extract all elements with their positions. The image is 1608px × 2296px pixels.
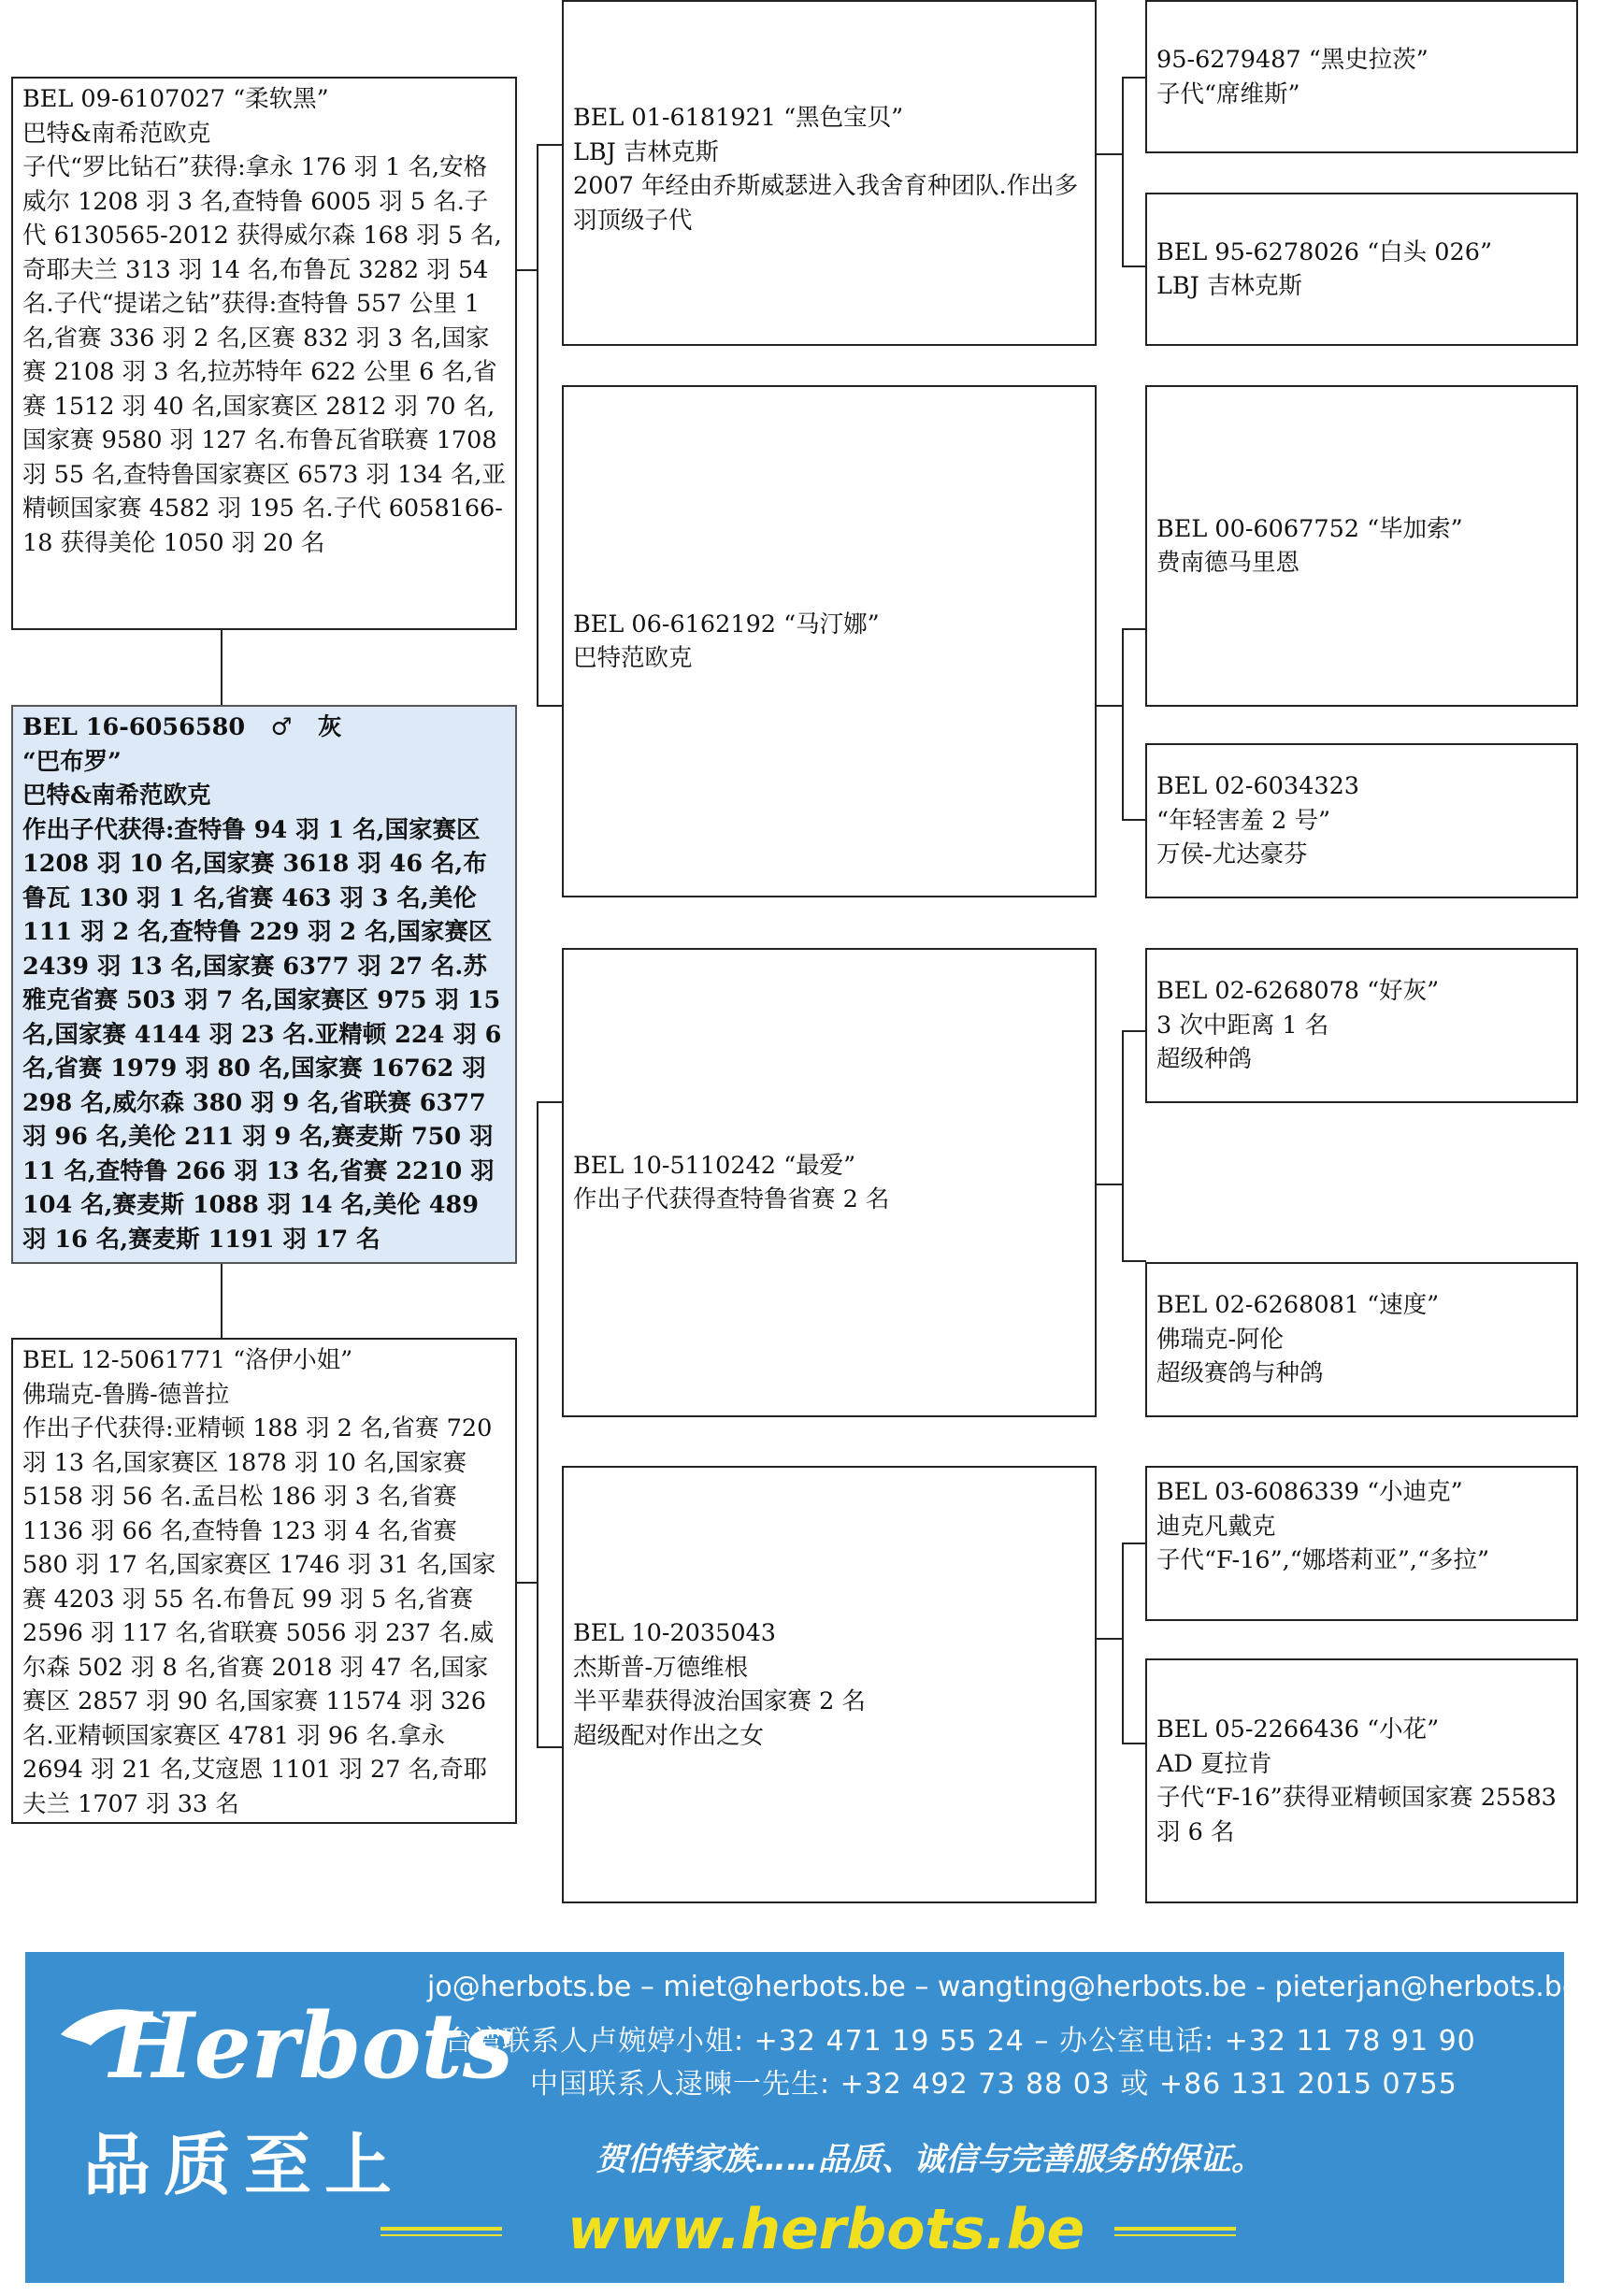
- grandparent-ring: BEL 10-2035043: [573, 1619, 777, 1647]
- divider: [1114, 2234, 1236, 2236]
- great-grandparent-notes: 子代“席维斯”: [1156, 79, 1300, 108]
- connector: [221, 630, 223, 705]
- male-icon: ♂: [270, 713, 293, 741]
- connector: [1122, 1030, 1124, 1262]
- slogan-line: 贺伯特家族……品质、诚信与完善服务的保证。: [596, 2141, 1263, 2178]
- great-grandparent-ring: BEL 02-6268078 “好灰”: [1156, 977, 1440, 1005]
- subject-notes: 作出子代获得:查特鲁 94 羽 1 名,国家赛区 1208 羽 10 名,国家赛 3618 羽 46 名,布鲁瓦 130 羽 1 名,省赛 463 羽 3 名,美伦 111 羽 2 名,查特鲁 229 羽 2 名,国家赛区 2439 羽 13 名,国家赛 6377 羽 27 名.苏雅克省赛 503 羽 7 名,国家赛区 975 羽 15 名,国家赛 4144 羽 23 名.亚精顿 224 羽 6 名,省赛 1979 羽 80 名,国家赛 16762 羽 298 名,威尔森 380 羽 9 名,省联赛 6377 羽 96 名,美伦 211 羽 9 名,赛麦斯 750 羽 11 名,查特鲁 266 羽 13 名,省赛 2210 羽 104 名,赛麦斯 1088 羽 14 名,美伦 489 羽 16 名,赛麦斯 1191 羽 17 名: [22, 815, 502, 1254]
- connector: [1122, 1543, 1124, 1744]
- herbots-logo: [53, 1986, 513, 2099]
- divider: [380, 2227, 502, 2231]
- great-grandparent-breeder: 万侯-尤达豪芬: [1156, 840, 1308, 869]
- great-grandparent-breeder: AD 夏拉肯: [1156, 1749, 1272, 1778]
- connector: [537, 705, 563, 707]
- connector: [515, 1582, 538, 1584]
- connector: [1122, 265, 1146, 267]
- great-grandparent-breeder: 佛瑞克-阿伦: [1156, 1325, 1285, 1354]
- great-grandparent-notes: 子代“F-16”获得亚精顿国家赛 25583 羽 6 名: [1156, 1784, 1557, 1846]
- great-grandparent-card-1: [1145, 0, 1578, 153]
- connector: [1122, 77, 1124, 267]
- connector: [537, 144, 538, 705]
- connector: [1095, 705, 1123, 707]
- great-grandparent-ring: BEL 95-6278026 “白头 026”: [1156, 237, 1492, 266]
- grandparent-card-2: [562, 385, 1097, 897]
- connector: [1122, 1030, 1146, 1032]
- great-grandparent-notes: 超级赛鸽与种鸽: [1156, 1359, 1324, 1388]
- connector: [537, 144, 563, 146]
- great-grandparent-breeder: LBJ 吉林克斯: [1156, 272, 1303, 300]
- connector: [515, 269, 538, 271]
- sire-breeder: 巴特&南希范欧克: [22, 119, 211, 148]
- connector: [1095, 1638, 1123, 1640]
- subject-name: “巴布罗”: [22, 747, 122, 776]
- motto-text: 品质至上: [83, 2125, 406, 2204]
- website-link[interactable]: www.herbots.be: [567, 2197, 1085, 2262]
- dam-breeder: 佛瑞克-鲁腾-德普拉: [22, 1380, 230, 1409]
- email-line[interactable]: jo@herbots.be – miet@herbots.be – wangting@herbots.be - pieterjan@herbots.be: [427, 1971, 1580, 2003]
- connector: [1122, 628, 1146, 630]
- taiwan-contact-line: 台湾联系人卢婉婷小姐: +32 471 19 55 24 – 办公室电话: +32 11 78 91 90: [444, 2025, 1476, 2058]
- connector: [1095, 1184, 1123, 1185]
- dam-notes: 作出子代获得:亚精顿 188 羽 2 名,省赛 720 羽 13 名,国家赛区 1878 羽 10 名,国家赛 5158 羽 56 名.孟吕松 186 羽 3 名,省赛 1136 羽 66 名,查特鲁 123 羽 4 名,省赛 580 羽 17 名,国家赛区 1746 羽 31 名,国家赛 4203 羽 55 名.布鲁瓦 99 羽 5 名,省赛 2596 羽 117 名,省联赛 5056 羽 237 名.威尔森 502 羽 8 名,省赛 2018 羽 47 名,国家赛区 2857 羽 90 名,国家赛 11574 羽 326 名.亚精顿国家赛区 4781 羽 96 名.拿永 2694 羽 21 名,艾寇恩 1101 羽 27 名,奇耶夫兰 1707 羽 33 名: [22, 1414, 496, 1818]
- grandparent-breeder: LBJ 吉林克斯: [573, 137, 720, 166]
- connector: [537, 1101, 563, 1103]
- subject-header: [22, 710, 506, 745]
- sire-card: [11, 77, 517, 630]
- sire-notes: 子代“罗比钻石”获得:拿永 176 羽 1 名,安格威尔 1208 羽 3 名,查特鲁 6005 羽 5 名.子代 6130565-2012 获得威尔森 168 羽 5 名,奇耶夫兰 313 羽 14 名,布鲁瓦 3282 羽 54 名.子代“提诺之钻”获得:查特鲁 557 公里 1 名,省赛 336 羽 2 名,区赛 832 羽 3 名,国家赛 2108 羽 3 名,拉苏特年 622 公里 6 名,省赛 1512 羽 40 名,国家赛区 2812 羽 70 名,国家赛 9580 羽 127 名.布鲁瓦省联赛 1708 羽 55 名,查特鲁国家赛区 6573 羽 134 名,亚精顿国家赛 4582 羽 195 名.子代 6058166-18 获得美伦 1050 羽 20 名: [22, 153, 506, 557]
- connector: [1122, 77, 1146, 79]
- sire-ring: BEL 09-6107027 “柔软黑”: [22, 85, 329, 113]
- great-grandparent-notes: 子代“F-16”,“娜塔莉亚”,“多拉”: [1156, 1546, 1490, 1574]
- connector: [1122, 1543, 1146, 1544]
- great-grandparent-ring: BEL 00-6067752 “毕加索”: [1156, 514, 1463, 543]
- grandparent-breeder: 杰斯普-万德维根: [573, 1653, 749, 1682]
- grandparent-ring: BEL 10-5110242 “最爱”: [573, 1151, 856, 1180]
- great-grandparent-card-7: [1145, 1466, 1578, 1621]
- subject-color: 灰: [317, 713, 342, 741]
- subject-breeder: 巴特&南希范欧克: [22, 782, 211, 810]
- connector: [1122, 628, 1124, 821]
- great-grandparent-ring: BEL 02-6268081 “速度”: [1156, 1291, 1440, 1320]
- great-grandparent-ring: BEL 05-2266436 “小花”: [1156, 1715, 1440, 1744]
- connector: [537, 1101, 538, 1748]
- great-grandparent-ring: BEL 03-6086339 “小迪克”: [1156, 1478, 1463, 1506]
- grandparent-notes: 超级配对作出之女: [573, 1721, 765, 1750]
- grandparent-card-1: [562, 0, 1097, 346]
- china-contact-line: 中国联系人逯暕一先生: +32 492 73 88 03 或 +86 131 2015 0755: [530, 2068, 1457, 2101]
- herbots-banner: [25, 1952, 1580, 2283]
- great-grandparent-card-6: [1145, 1262, 1578, 1417]
- great-grandparent-notes: 3 次中距离 1 名: [1156, 1011, 1329, 1040]
- logo-text: Herbots: [109, 1993, 513, 2099]
- connector: [1122, 819, 1146, 821]
- great-grandparent-card-4: [1145, 743, 1578, 898]
- dam-ring: BEL 12-5061771 “洛伊小姐”: [22, 1346, 353, 1374]
- subject-card: [11, 705, 517, 1264]
- connector: [221, 1263, 223, 1338]
- great-grandparent-ring: BEL 02-6034323: [1156, 772, 1360, 801]
- dam-card: [11, 1338, 517, 1824]
- subject-ring: BEL 16-6056580: [22, 713, 246, 741]
- divider: [380, 2234, 502, 2236]
- great-grandparent-card-2: [1145, 193, 1578, 346]
- grandparent-notes: 作出子代获得查特鲁省赛 2 名: [573, 1185, 890, 1213]
- great-grandparent-card-5: [1145, 948, 1578, 1103]
- grandparent-card-3: [562, 948, 1097, 1417]
- grandparent-card-4: [562, 1466, 1097, 1903]
- great-grandparent-card-3: [1145, 385, 1578, 707]
- grandparent-breeder: 巴特范欧克: [573, 644, 693, 672]
- grandparent-ring: BEL 01-6181921 “黑色宝贝”: [573, 104, 904, 132]
- great-grandparent-name: “年轻害羞 2 号”: [1156, 806, 1331, 835]
- connector: [1122, 1743, 1146, 1744]
- grandparent-ring: BEL 06-6162192 “马汀娜”: [573, 610, 880, 639]
- great-grandparent-notes: 超级种鸽: [1156, 1045, 1253, 1073]
- great-grandparent-breeder: 迪克凡戴克: [1156, 1512, 1276, 1541]
- great-grandparent-card-8: [1145, 1658, 1578, 1903]
- connector: [537, 1746, 563, 1748]
- great-grandparent-ring: 95-6279487 “黑史拉茨”: [1156, 46, 1429, 74]
- grandparent-notes: 2007 年经由乔斯威瑟进入我舍育种团队.作出多羽顶级子代: [573, 172, 1079, 235]
- divider: [1114, 2227, 1236, 2231]
- grandparent-notes: 半平辈获得波治国家赛 2 名: [573, 1687, 866, 1715]
- connector: [1095, 153, 1123, 155]
- connector: [1122, 1260, 1146, 1262]
- great-grandparent-breeder: 费南德马里恩: [1156, 549, 1300, 577]
